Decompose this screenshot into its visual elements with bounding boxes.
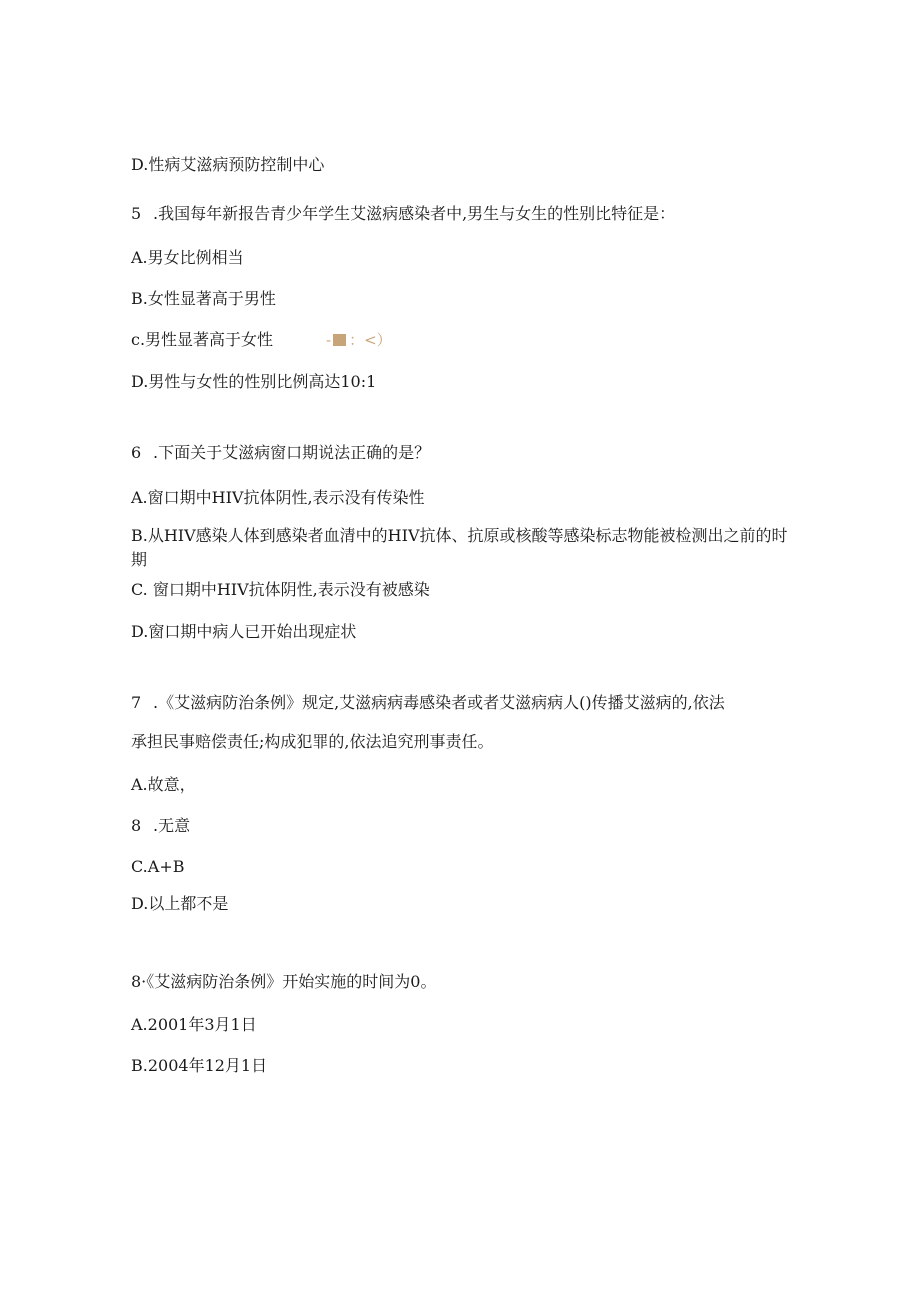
handwritten-annotation: - ：<） [326,331,392,349]
annotation-block-icon [333,334,346,346]
option-text: .无意 [153,816,191,835]
option-d-q6: D.窗口期中病人已开始出现症状 [131,622,357,641]
option-d-q5: D.男性与女性的性别比例高达10:1 [131,372,377,391]
question-number: 8 [131,816,142,835]
question-number: 6 [131,443,142,462]
question-5 [131,203,675,225]
option-a-q7: A.故意， [131,775,196,794]
option-b-q8: B.2004年12月1日 [131,1056,268,1075]
question-text: .我国每年新报告青少年学生艾滋病感染者中,男生与女生的性别比特征是： [153,204,676,223]
question-text: .下面关于艾滋病窗口期说法正确的是？ [153,443,431,462]
option-d-q4: D.性病艾滋病预防控制中心 [131,155,325,174]
option-d-q7: D.以上都不是 [131,894,229,913]
option-a-q8: A.2001年3月1日 [131,1015,257,1034]
question-text: .《艾滋病防治条例》规定,艾滋病病毒感染者或者艾滋病病人()传播艾滋病的,依法 [153,693,725,712]
option-a-q5: A.男女比例相当 [131,248,244,267]
option-a-q6: A.窗口期中HIV抗体阴性,表示没有传染性 [131,488,425,507]
option-b-q7 [131,815,190,837]
question-number: 5 [131,204,142,223]
option-b-q5: B.女性显著高于男性 [131,289,276,308]
option-c-q7: C.A+B [131,857,185,876]
question-7-continued: 承担民事赔偿责任;构成犯罪的,依法追究刑事责任。 [131,732,494,751]
option-b-q6: B.从HIV感染人体到感染者血清中的HIV抗体、抗原或核酸等感染标志物能被检测出之前的时期 [131,526,788,569]
question-8: 8·《艾滋病防治条例》开始实施的时间为0。 [131,972,437,991]
option-c-q6: C. 窗口期中HIV抗体阴性,表示没有被感染 [131,580,430,599]
question-7 [131,692,725,714]
question-6 [131,442,430,464]
option-c-q5: c.男性显著高于女性 [131,330,274,349]
question-number: 7 [131,693,142,712]
